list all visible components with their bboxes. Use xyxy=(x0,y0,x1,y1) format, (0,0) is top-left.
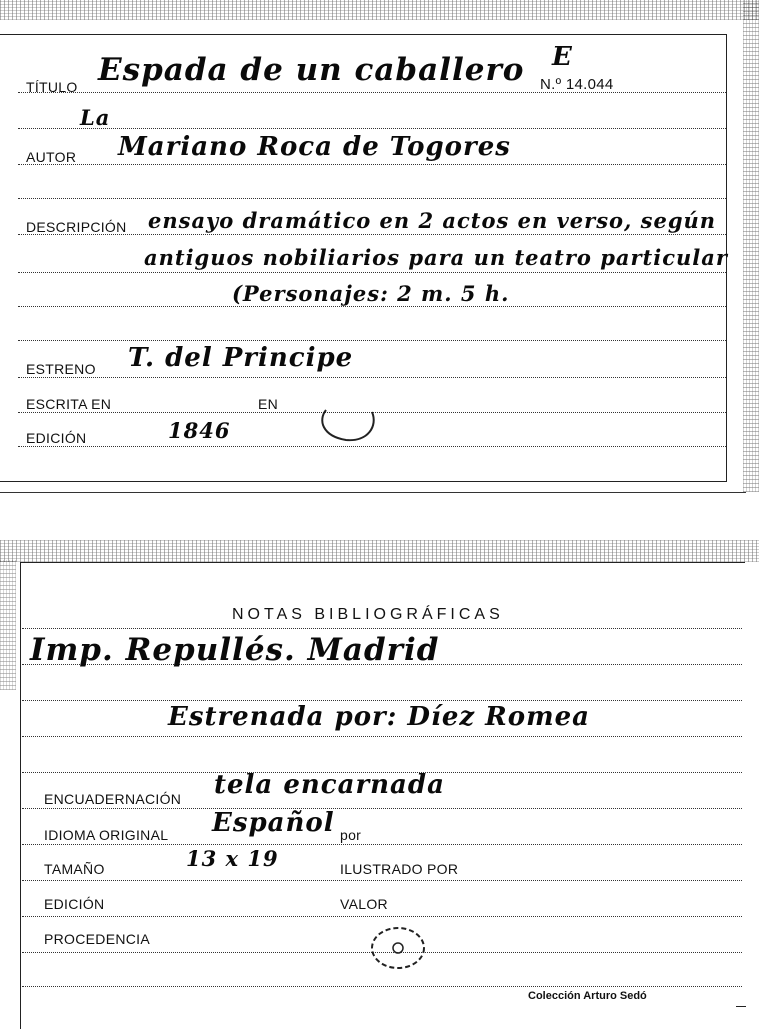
procedencia-label: PROCEDENCIA xyxy=(44,931,150,947)
rule xyxy=(18,128,726,129)
descripcion-line-3: (Personajes: 2 m. 5 h. xyxy=(232,281,510,306)
descripcion-label: DESCRIPCIÓN xyxy=(26,219,127,235)
rule xyxy=(22,880,742,881)
rule xyxy=(18,377,726,378)
rule xyxy=(18,164,726,165)
autor-label: AUTOR xyxy=(26,149,77,165)
catalog-card-front xyxy=(0,0,759,492)
scan-noise-left xyxy=(0,560,16,690)
rule xyxy=(22,844,742,845)
card-divider xyxy=(0,492,746,493)
rule xyxy=(22,916,742,917)
rule xyxy=(18,306,726,307)
idioma-label: IDIOMA ORIGINAL xyxy=(44,827,169,843)
descripcion-line-2: antiguos nobiliarios para un teatro particular xyxy=(144,245,728,270)
edicion-value: 1846 xyxy=(168,418,231,443)
scan-noise-top xyxy=(0,540,759,562)
notes-line-1: Imp. Repullés. Madrid xyxy=(30,632,440,668)
titulo-article: La xyxy=(80,105,111,130)
rule xyxy=(22,736,742,737)
edicion-label: EDICIÓN xyxy=(26,430,87,446)
stamp-mark xyxy=(312,396,382,446)
rule xyxy=(22,628,742,629)
rule xyxy=(18,92,726,93)
catalog-card-back xyxy=(0,540,759,1028)
rule xyxy=(18,446,726,447)
tamano-value: 13 x 19 xyxy=(186,846,279,871)
tamano-label: TAMAÑO xyxy=(44,861,105,877)
corner-mark xyxy=(736,1006,746,1007)
por-label: por xyxy=(340,827,362,843)
idioma-value: Español xyxy=(212,808,335,838)
rule xyxy=(18,198,726,199)
escrita-en-label: ESCRITA EN xyxy=(26,396,112,412)
descripcion-line-1: ensayo dramático en 2 actos en verso, según xyxy=(148,208,717,233)
estreno-label: ESTRENO xyxy=(26,361,96,377)
encuadernacion-label: ENCUADERNACIÓN xyxy=(44,791,182,807)
notes-line-2: Estrenada por: Díez Romea xyxy=(168,702,591,732)
estreno-value: T. del Principe xyxy=(128,343,354,373)
collection-credit: Colección Arturo Sedó xyxy=(528,990,647,1002)
rule xyxy=(22,700,742,701)
en-label: EN xyxy=(258,396,279,412)
encuadernacion-value: tela encarnada xyxy=(214,770,445,800)
scan-noise-top xyxy=(0,0,759,20)
rule xyxy=(18,272,726,273)
autor-value: Mariano Roca de Togores xyxy=(118,132,511,162)
rule xyxy=(22,986,742,987)
ilustrado-label: ILUSTRADO POR xyxy=(340,861,459,877)
catalog-number: N.º 14.044 xyxy=(540,76,614,93)
titulo-value: Espada de un caballero xyxy=(98,52,525,88)
rule xyxy=(18,340,726,341)
valor-label: VALOR xyxy=(340,896,388,912)
scan-noise-right xyxy=(743,0,759,492)
edicion-label: EDICIÓN xyxy=(44,896,105,912)
notas-header: NOTAS BIBLIOGRÁFICAS xyxy=(232,606,504,623)
catalog-letter: E xyxy=(552,42,573,72)
stamp-mark xyxy=(366,922,432,974)
rule xyxy=(22,808,742,809)
titulo-label: TÍTULO xyxy=(26,79,78,95)
